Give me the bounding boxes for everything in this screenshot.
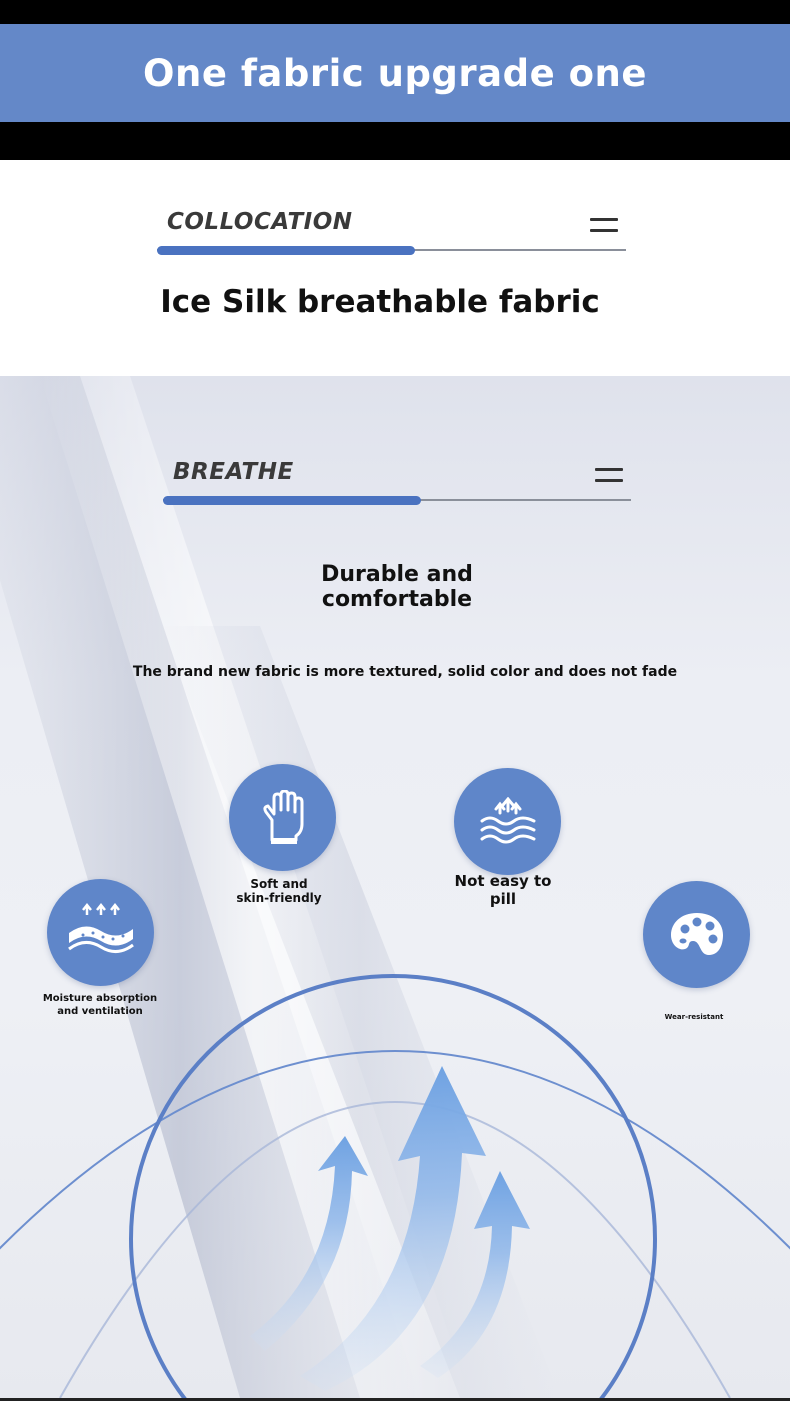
moisture-icon [63, 903, 139, 963]
moisture-feature-circle [47, 879, 154, 986]
double-line-icon [595, 468, 623, 482]
glove-feature-circle [229, 764, 336, 871]
palette-feature-label: Wear-resistant [664, 1013, 724, 1021]
banner [0, 24, 790, 122]
palette-icon [669, 911, 725, 959]
glove-icon [258, 790, 308, 846]
collocation-label: COLLOCATION [167, 209, 353, 235]
banner-title: One fabric upgrade one [143, 51, 647, 95]
black-divider [0, 122, 790, 160]
breathe-label: BREATHE [173, 459, 294, 485]
breathe-section [0, 376, 790, 1398]
collocation-section [0, 160, 790, 376]
double-line-icon [590, 218, 618, 232]
fabric-subtitle: The brand new fabric is more textured, solid color and does not fade [132, 664, 678, 680]
durable-heading: Durable and comfortable [321, 562, 473, 612]
collocation-header [157, 209, 626, 279]
waves-feature-circle [454, 768, 561, 875]
moisture-feature-label: Moisture absorption and ventilation [42, 993, 158, 1017]
breathe-accent-bar [163, 496, 421, 505]
fabric-title: Ice Silk breathable fabric [160, 284, 600, 320]
waves-feature-label: Not easy to pill [454, 872, 552, 908]
breathe-header [163, 459, 631, 529]
palette-feature-circle [643, 881, 750, 988]
glove-feature-label: Soft and skin-friendly [236, 877, 322, 905]
top-black-bar [0, 0, 790, 24]
waves-icon [476, 797, 540, 847]
header-accent-bar [157, 246, 415, 255]
